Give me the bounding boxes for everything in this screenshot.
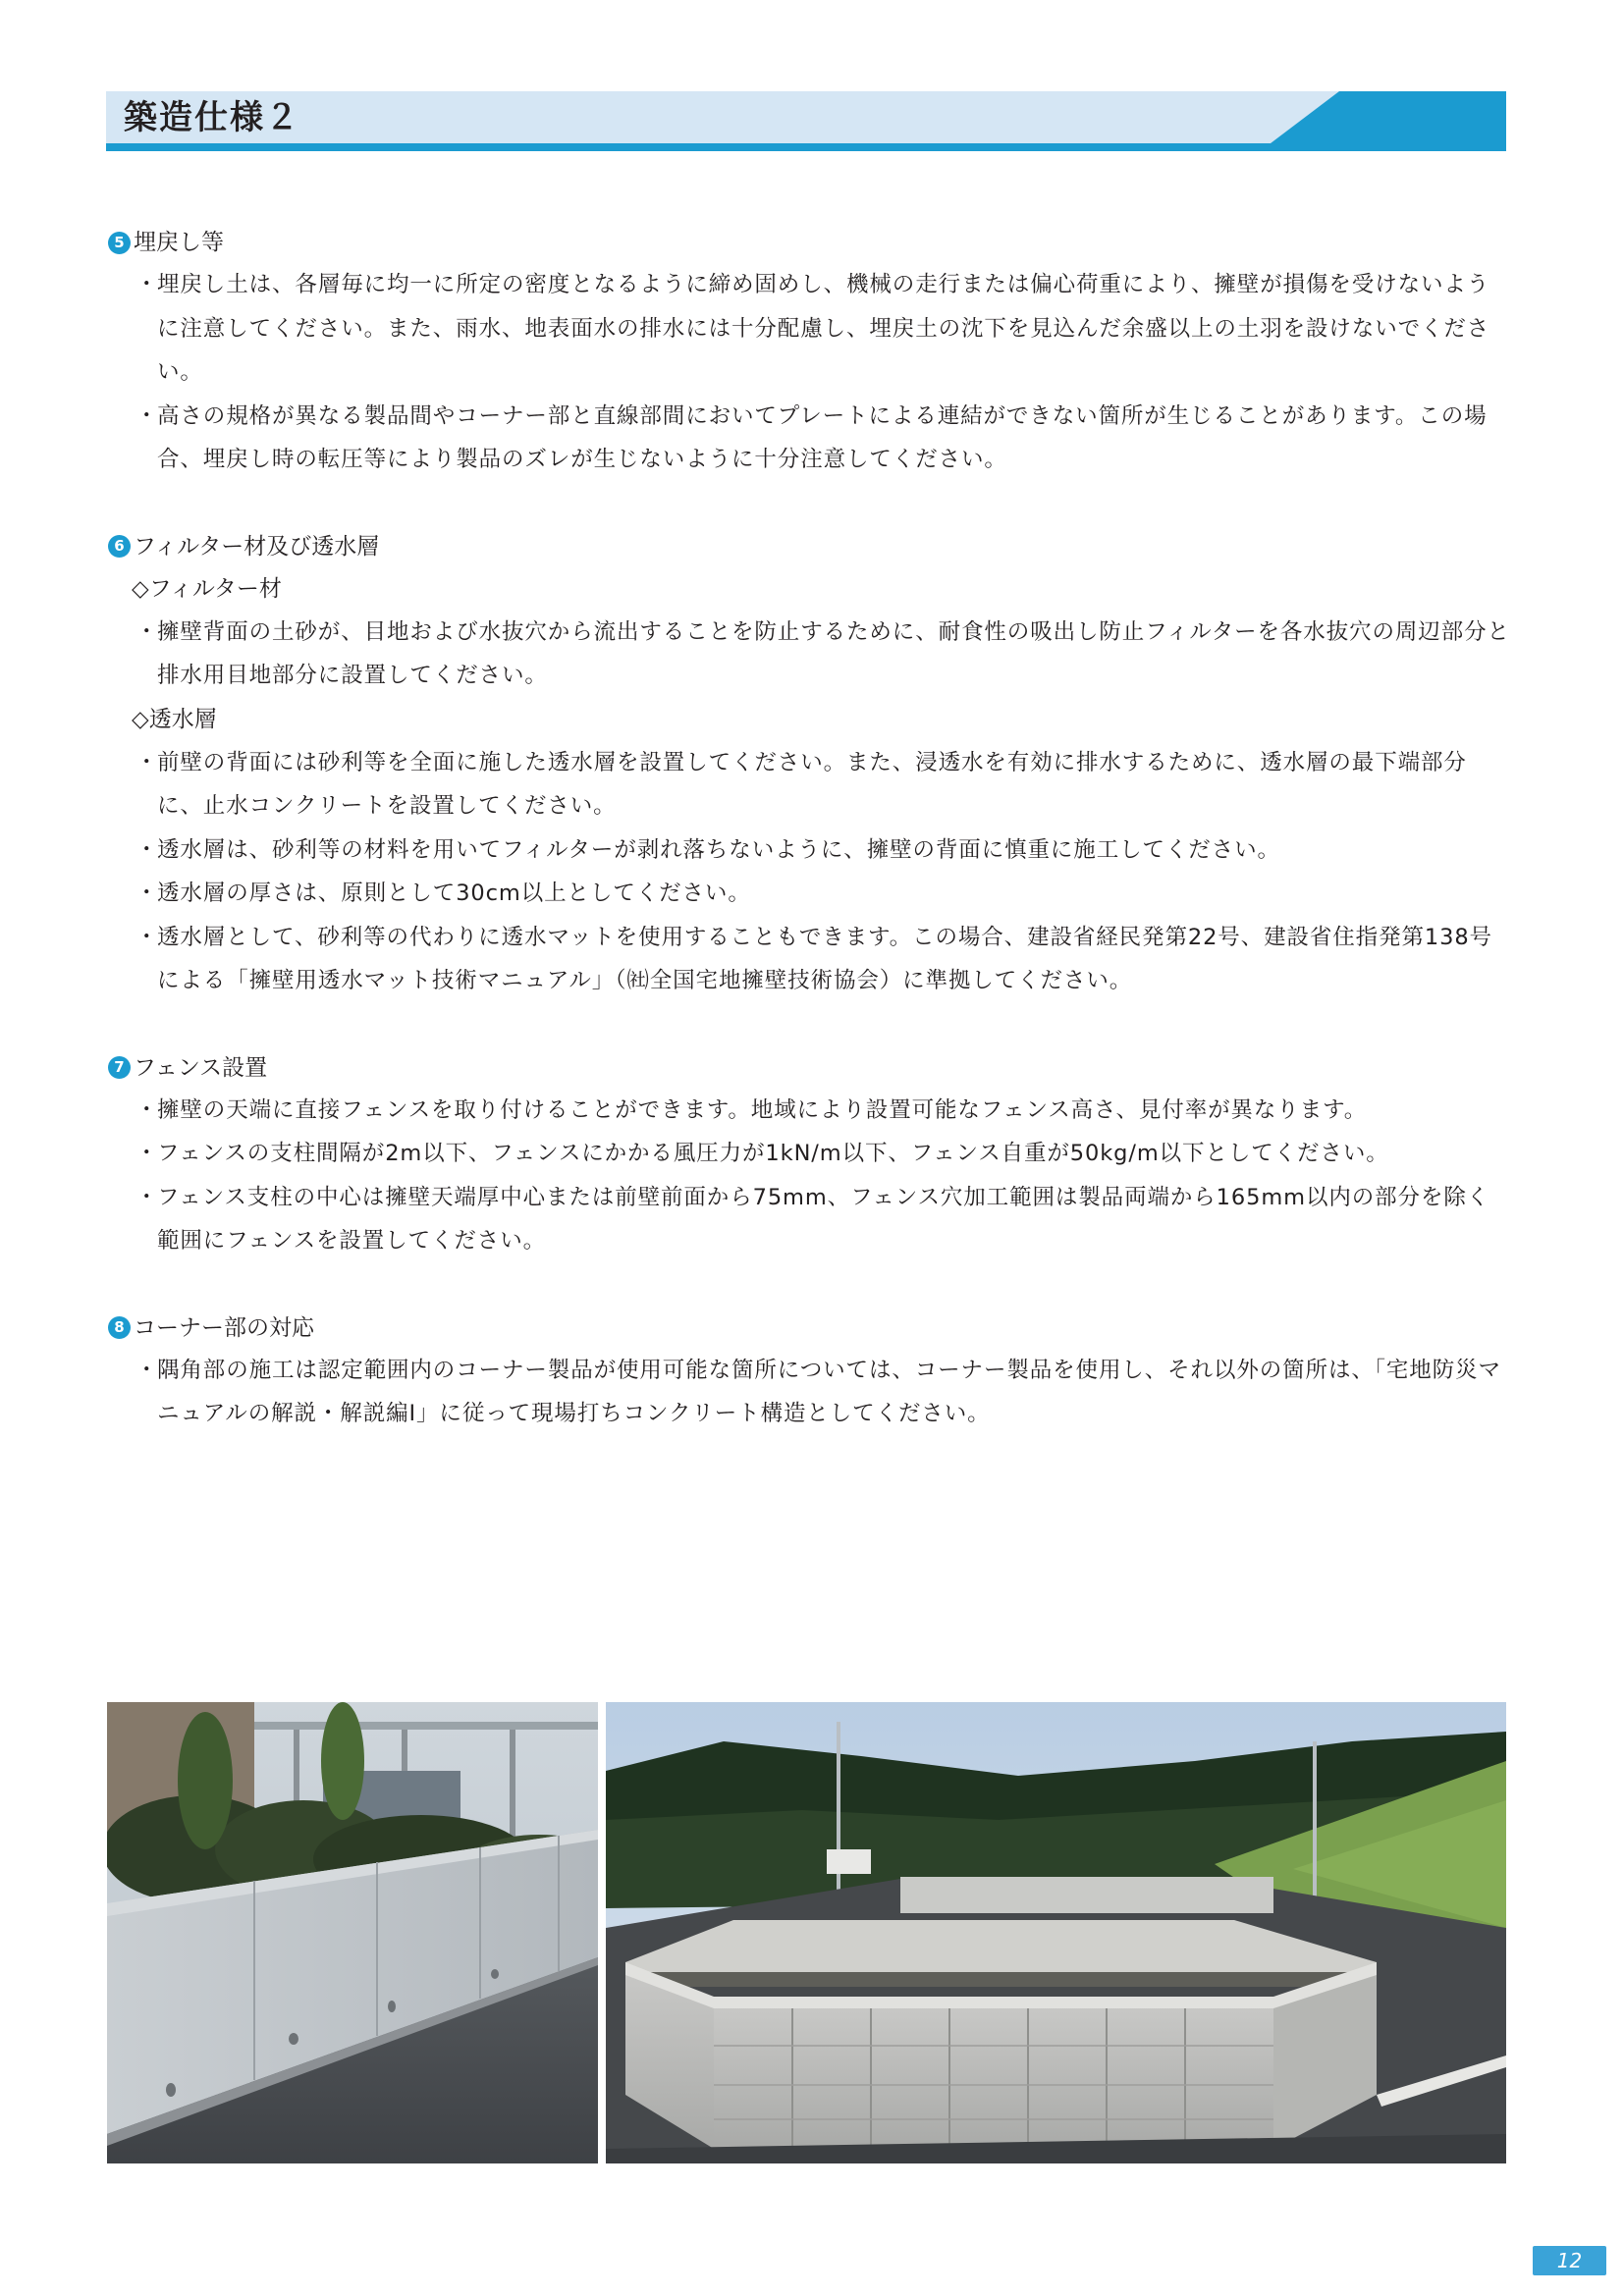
section-number-badge: 7 (108, 1056, 131, 1079)
bullet-item (108, 1176, 1512, 1263)
subsection-permeable-layer (108, 698, 1512, 1003)
bullet-mark: ・ (135, 618, 159, 645)
section-title (108, 1047, 1512, 1089)
section-number-badge: 5 (108, 232, 131, 254)
bullet-mark: ・ (135, 1141, 159, 1166)
bullet-text: 透水層は、砂利等の材料を用いてフィルターが剥れ落ちないように、擁壁の背面に慎重に施工してください。 (157, 836, 1280, 863)
bullet-mark: ・ (135, 272, 159, 297)
bullet-mark: ・ (135, 836, 159, 863)
bullet-mark: ・ (135, 881, 159, 906)
bullet-mark: ・ (135, 1096, 159, 1123)
page-title: 築造仕様２ (124, 98, 300, 137)
bullet-text: 擁壁背面の土砂が、目地および水抜穴から流出することを防止するために、耐食性の吸出し防止フィルターを各水抜穴の周辺部分と排水用目地部分に設置してください。 (157, 618, 1510, 688)
bullet-text: フェンス支柱の中心は擁壁天端厚中心または前壁前面から75mm、フェンス穴加工範囲は製品両端から165mm以内の部分を除く範囲にフェンスを設置してください。 (157, 1184, 1490, 1254)
section-filter (108, 526, 1512, 1003)
bullet-item (108, 1349, 1512, 1436)
section-number-badge: 6 (108, 535, 131, 558)
bullet-item (108, 916, 1512, 1003)
page-number: 12 (1533, 2246, 1606, 2275)
section-heading: 埋戻し等 (134, 230, 224, 255)
main-content (108, 222, 1512, 1480)
bullet-text: 高さの規格が異なる製品間やコーナー部と直線部間においてプレートによる連結ができない箇所が生じることがあります。この場合、埋戻し時の転圧等により製品のズレが生じないように十分注意してください。 (157, 402, 1488, 472)
bullet-text: 透水層として、砂利等の代わりに透水マットを使用することもできます。この場合、建設省経民発第22号、建設省住指発第138号による「擁壁用透水マット技術マニュアル」（㈳全国宅地擁壁技術協会）に準拠してください。 (157, 924, 1492, 993)
bullet-text: 隅角部の施工は認定範囲内のコーナー製品が使用可能な箇所については、コーナー製品を使用し、それ以外の箇所は、「宅地防災マニュアルの解説・解説編Ⅰ」に従って現場打ちコンクリート構造としてください。 (157, 1357, 1501, 1426)
section-backfill (108, 222, 1512, 482)
section-title (108, 526, 1512, 567)
bullet-item (108, 263, 1512, 395)
bullet-item (108, 1089, 1512, 1133)
bullet-item (108, 395, 1512, 482)
bullet-item (108, 741, 1512, 828)
section-corner (108, 1308, 1512, 1436)
bullet-text: 埋戻し土は、各層毎に均一に所定の密度となるように締め固めし、機械の走行または偏心荷重により、擁壁が損傷を受けないように注意してください。また、雨水、地表面水の排水には十分配慮し、埋戻土の沈下を見込んだ余盛以上の土羽を設けないでください。 (157, 272, 1490, 385)
header-underline (106, 143, 1506, 151)
bullet-text: 透水層の厚さは、原則として30cm以上としてください。 (157, 881, 751, 906)
subsection-filter-material (108, 567, 1512, 698)
header-accent-shape (106, 91, 1506, 151)
subsection-heading: ◇透水層 (132, 706, 217, 732)
bullet-item (108, 1132, 1512, 1176)
photo-straight-wall (107, 1702, 598, 2163)
photo-octagonal-wall (606, 1702, 1506, 2163)
bullet-text: 前壁の背面には砂利等を全面に施した透水層を設置してください。また、浸透水を有効に排水するために、透水層の最下端部分に、止水コンクリートを設置してください。 (157, 749, 1467, 819)
bullet-mark: ・ (135, 924, 159, 950)
bullet-text: フェンスの支柱間隔が2m以下、フェンスにかかる風圧力が1kN/m以下、フェンス自重が50kg/m以下としてください。 (157, 1141, 1389, 1166)
section-heading: コーナー部の対応 (134, 1314, 314, 1341)
bullet-text: 擁壁の天端に直接フェンスを取り付けることができます。地域により設置可能なフェンス高さ、見付率が異なります。 (157, 1096, 1368, 1123)
bullet-mark: ・ (135, 749, 159, 775)
bullet-item (108, 828, 1512, 873)
bullet-mark: ・ (135, 1184, 159, 1210)
section-title (108, 222, 1512, 263)
section-number-badge: 8 (108, 1316, 131, 1339)
section-heading: フェンス設置 (134, 1054, 268, 1081)
bullet-item (108, 872, 1512, 916)
section-header (106, 91, 1506, 151)
bullet-item (108, 611, 1512, 698)
section-heading: フィルター材及び透水層 (134, 533, 380, 560)
bullet-mark: ・ (135, 402, 159, 429)
subsection-heading: ◇フィルター材 (132, 575, 282, 602)
section-title (108, 1308, 1512, 1349)
section-fence (108, 1047, 1512, 1263)
bullet-mark: ・ (135, 1357, 159, 1383)
